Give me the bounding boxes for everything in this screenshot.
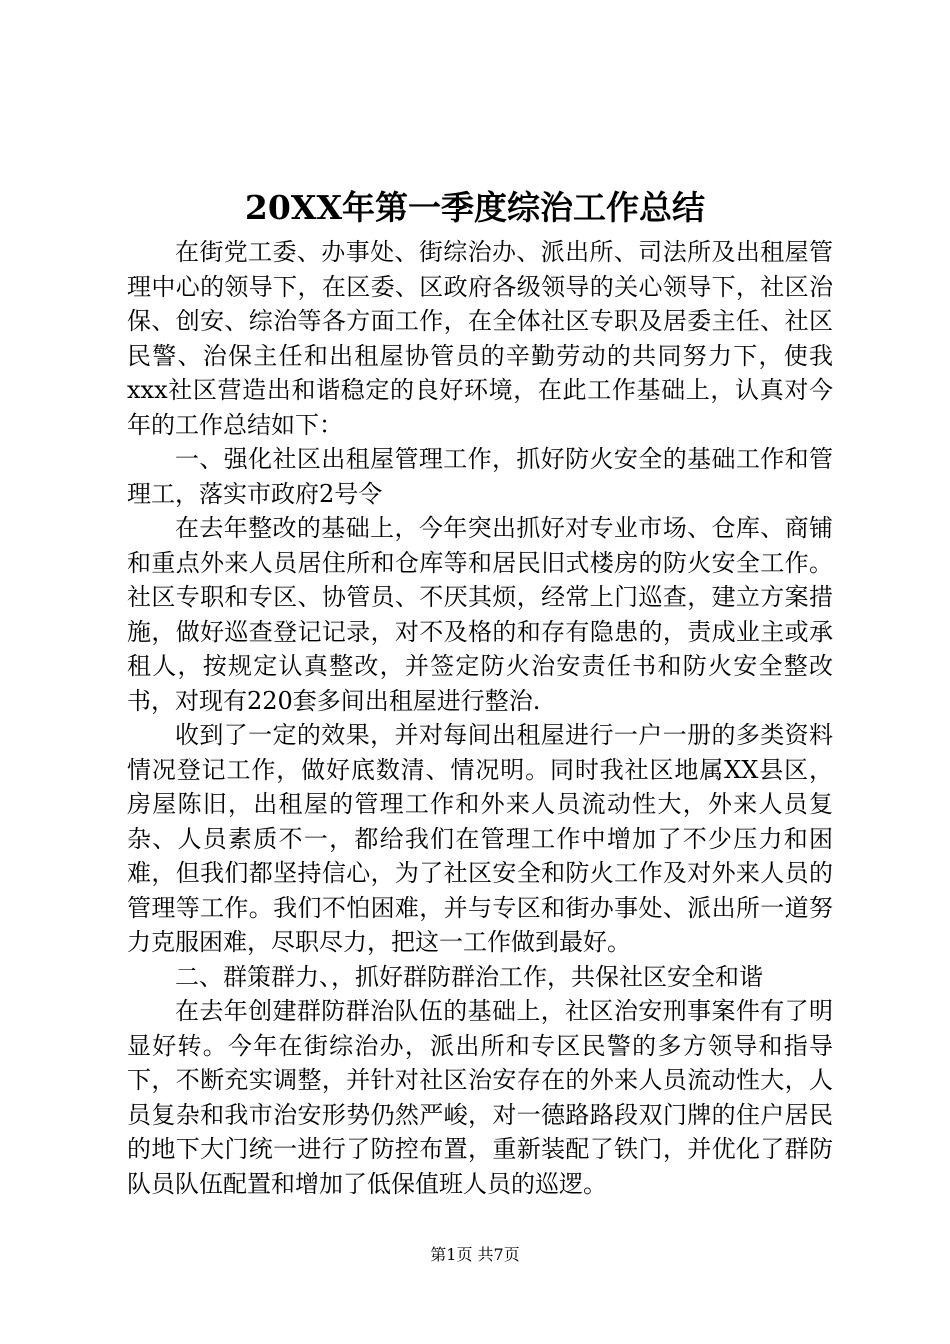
document-body [127,235,833,1201]
section-heading-1: 一、强化社区出租屋管理工作，抓好防火安全的基础工作和管理工，落实市政府2号令 [127,445,833,508]
paragraph-section-2a: 在去年创建群防群治队伍的基础上，社区治安刑事案件有了明显好转。今年在街综治办，派出所和专区民警的多方领导和指导下，不断充实调整，并针对社区治安存在的外来人员流动性大，人员复杂和我市治安形势仍然严峻，对一德路路段双门牌的住户居民的地下大门统一进行了防控布置，重新装配了铁门，并优化了群防队员队伍配置和增加了低保值班人员的巡逻。 [127,997,833,1198]
paragraph-intro: 在街党工委、办事处、街综治办、派出所、司法所及出租屋管理中心的领导下，在区委、区政府各级领导的关心领导下，社区治保、创安、综治等各方面工作，在全体社区专职及居委主任、社区民警、治保主任和出租屋协管员的辛勤劳动的共同努力下，使我xxx社区营造出和谐稳定的良好环境，在此工作基础上，认真对今年的工作总结如下： [127,238,833,439]
document-title: 20XX年第一季度综治工作总结 [244,188,706,227]
paragraph-section-1b: 收到了一定的效果，并对每间出租屋进行一户一册的多类资料情况登记工作，做好底数清、情况明。同时我社区地属XX县区，房屋陈旧，出租屋的管理工作和外来人员流动性大，外来人员复杂、人员素质不一，都给我们在管理工作中增加了不少压力和困难，但我们都坚持信心，为了社区安全和防火工作及对外来人员的管理等工作。我们不怕困难，并与专区和街办事处、派出所一道努力克服困难，尽职尽力，把这一工作做到最好。 [127,721,833,956]
section-heading-2: 二、群策群力、，抓好群防群治工作，共保社区安全和谐 [175,962,763,991]
paragraph-section-1a: 在去年整改的基础上，今年突出抓好对专业市场、仓库、商铺和重点外来人员居住所和仓库等和居民旧式楼房的防火安全工作。社区专职和专区、协管员、不厌其烦，经常上门巡查，建立方案措施，做好巡查登记记录，对不及格的和存有隐患的，责成业主或承租人，按规定认真整改，并签定防火治安责任书和防火安全整改书，对现有220套多间出租屋进行整治. [127,514,833,715]
page-footer: 第1页 共7页 [430,1245,520,1264]
